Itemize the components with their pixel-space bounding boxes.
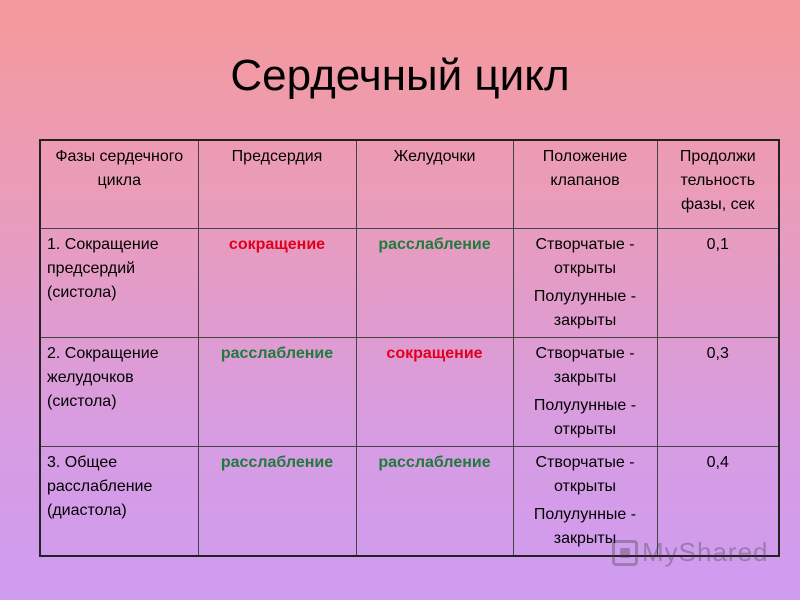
semilunar-valves-state: Полулунные - закрыты — [533, 287, 637, 329]
slide-title: Сердечный цикл — [230, 51, 570, 100]
header-atria: Предсердия — [198, 140, 356, 228]
watermark — [612, 537, 769, 568]
av-valves-state: Створчатые - открыты — [535, 453, 635, 495]
ventricles-state: расслабление — [356, 446, 513, 556]
valves-cell — [513, 337, 657, 446]
cardiac-cycle-table — [39, 139, 780, 557]
av-valves-state: Створчатые - открыты — [535, 235, 635, 277]
table-header-row — [40, 140, 779, 228]
header-ventricles: Желудочки — [356, 140, 513, 228]
header-duration: Продолжи тельность фазы, сек — [657, 140, 779, 228]
av-valves-state: Створчатые - закрыты — [535, 344, 635, 386]
semilunar-valves-state: Полулунные - закрыты — [533, 505, 637, 547]
table-row — [40, 337, 779, 446]
duration-cell: 0,1 — [657, 228, 779, 337]
duration-cell: 0,3 — [657, 337, 779, 446]
phase-cell: 2. Сокращение желудочков (систола) — [40, 337, 198, 446]
atria-state: расслабление — [198, 446, 356, 556]
table-row — [40, 228, 779, 337]
semilunar-valves-state: Полулунные - открыты — [533, 396, 637, 438]
header-phase: Фазы сердечного цикла — [40, 140, 198, 228]
atria-state: расслабление — [198, 337, 356, 446]
atria-state: сокращение — [198, 228, 356, 337]
valves-cell — [513, 228, 657, 337]
phase-cell: 3. Общее расслабление (диастола) — [40, 446, 198, 556]
duration-cell: 0,4 — [657, 446, 779, 556]
phase-cell: 1. Сокращение предсердий (систола) — [40, 228, 198, 337]
watermark-text: MyShared — [642, 537, 769, 567]
myshared-logo-icon — [612, 540, 638, 566]
ventricles-state: сокращение — [356, 337, 513, 446]
ventricles-state: расслабление — [356, 228, 513, 337]
header-valves: Положение клапанов — [513, 140, 657, 228]
